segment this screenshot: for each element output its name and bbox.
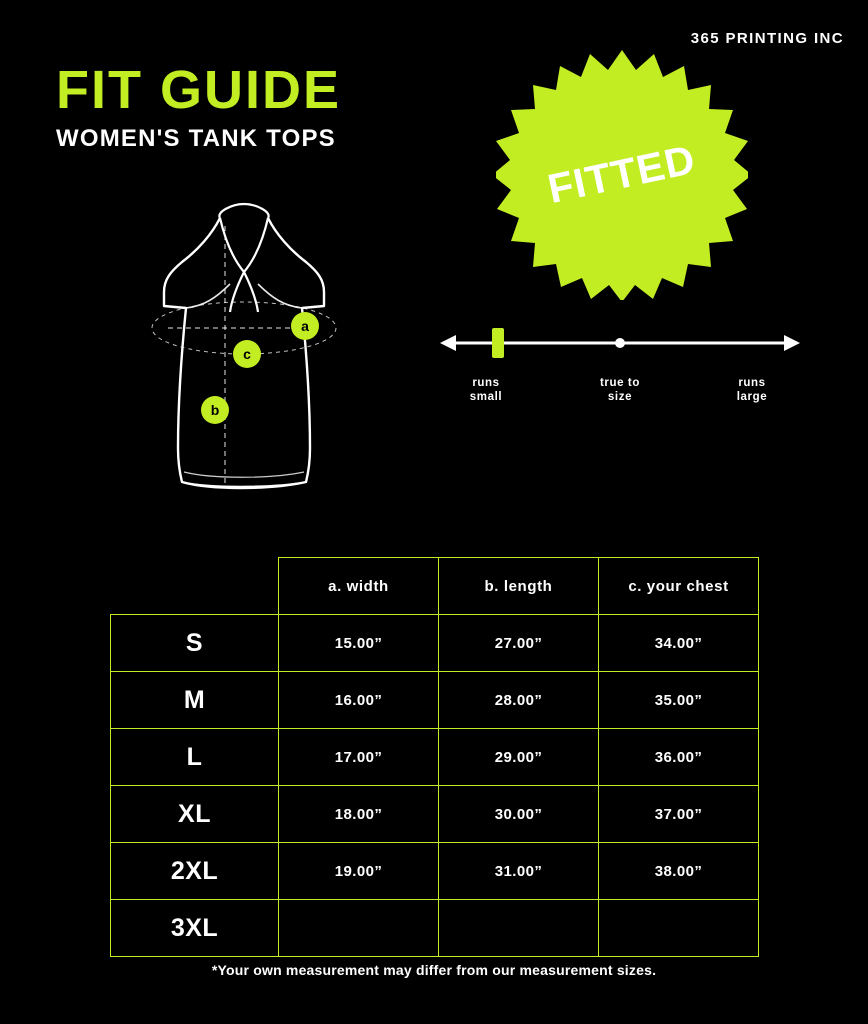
table-row <box>111 843 759 900</box>
table-row <box>111 615 759 672</box>
fit-scale-label-small <box>446 376 526 405</box>
fit-scale-label-true-line1: true to <box>600 377 640 389</box>
fit-scale-label-small-line1: runs <box>472 377 500 389</box>
fit-scale-label-large <box>712 376 792 405</box>
cell-width <box>279 900 439 957</box>
cell-size: S <box>111 615 279 672</box>
marker-a: a <box>291 312 319 340</box>
cell-length: 27.00” <box>439 615 599 672</box>
cell-length <box>439 900 599 957</box>
cell-width: 16.00” <box>279 672 439 729</box>
fit-scale-labels <box>440 376 800 416</box>
fit-scale-label-true <box>580 376 660 405</box>
fit-scale-label-large-line2: large <box>736 391 768 404</box>
marker-c: c <box>233 340 261 368</box>
footnote: *Your own measurement may differ from our measurement sizes. <box>211 962 657 978</box>
cell-chest <box>599 900 759 957</box>
table-header-blank <box>111 558 279 615</box>
table-row <box>111 786 759 843</box>
cell-chest: 38.00” <box>599 843 759 900</box>
title-block <box>56 62 341 153</box>
cell-chest: 34.00” <box>599 615 759 672</box>
cell-width: 17.00” <box>279 729 439 786</box>
brand-name: 365 PRINTING INC <box>690 30 844 47</box>
fit-scale-label-small-line2: small <box>469 391 503 404</box>
cell-size: 3XL <box>111 900 279 957</box>
table-header-chest: c. your chest <box>599 558 759 615</box>
starburst-icon <box>496 48 748 300</box>
page-title: FIT GUIDE <box>56 60 341 120</box>
table-row <box>111 672 759 729</box>
fit-scale-label-true-line2: size <box>607 391 633 404</box>
badge-label: FITTED <box>543 135 700 212</box>
fit-scale <box>440 318 800 428</box>
tank-top-illustration <box>120 188 400 508</box>
cell-width: 19.00” <box>279 843 439 900</box>
size-table <box>110 557 759 957</box>
cell-size: L <box>111 729 279 786</box>
fit-scale-label-large-line1: runs <box>738 377 766 389</box>
cell-size: XL <box>111 786 279 843</box>
table-header-width: a. width <box>279 558 439 615</box>
fit-scale-marker <box>492 328 504 358</box>
table-row <box>111 729 759 786</box>
cell-width: 18.00” <box>279 786 439 843</box>
cell-length: 29.00” <box>439 729 599 786</box>
cell-chest: 37.00” <box>599 786 759 843</box>
size-table-wrapper <box>110 557 758 957</box>
table-row <box>111 900 759 957</box>
cell-length: 28.00” <box>439 672 599 729</box>
page-subtitle: WOMEN'S TANK TOPS <box>56 124 336 152</box>
cell-size: M <box>111 672 279 729</box>
table-header-row <box>111 558 759 615</box>
cell-chest: 35.00” <box>599 672 759 729</box>
table-header-length: b. length <box>439 558 599 615</box>
cell-length: 31.00” <box>439 843 599 900</box>
cell-length: 30.00” <box>439 786 599 843</box>
fitted-badge <box>496 48 748 300</box>
marker-b: b <box>201 396 229 424</box>
cell-width: 15.00” <box>279 615 439 672</box>
cell-chest: 36.00” <box>599 729 759 786</box>
cell-size: 2XL <box>111 843 279 900</box>
